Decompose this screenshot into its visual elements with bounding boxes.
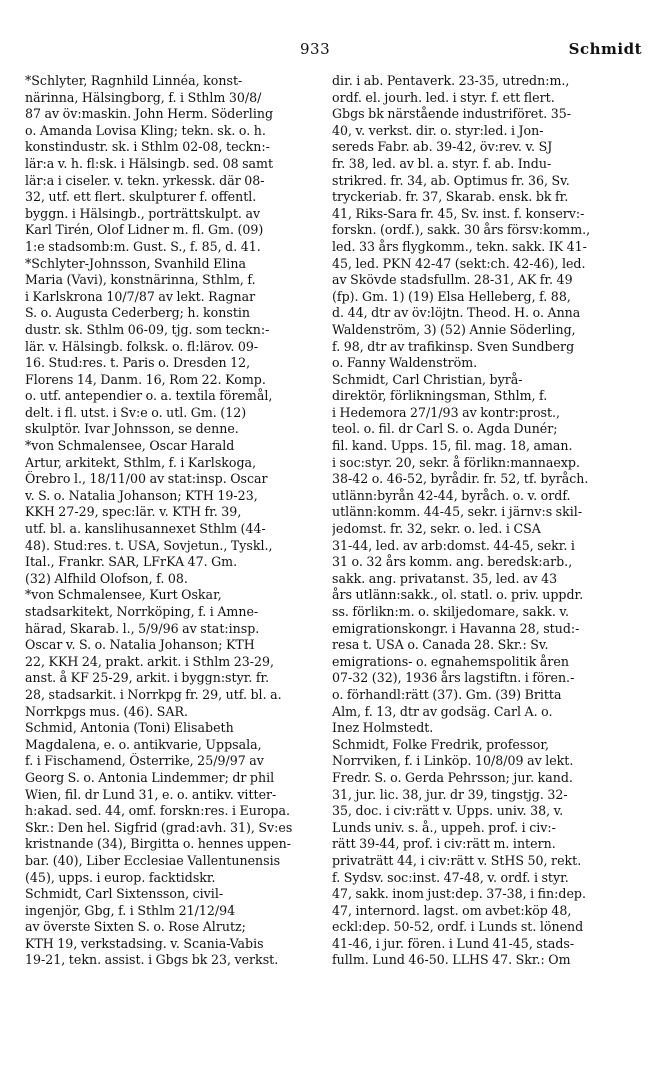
text-line: o. utf. antependier o. a. textila föremål, [25,388,273,404]
text-line: f. 98, dtr av trafikinsp. Sven Sundberg [332,338,575,354]
text-line: *von Schmalensee, Oscar Harald [25,438,235,454]
text-line: *Schlyter-Johnsson, Svanhild Elina [25,255,246,271]
text-line: 47, internord. lagst. om avbet:köp 48, [332,902,572,918]
text-line: privaträtt 44, i civ:rätt v. StHS 50, rekt. [332,852,582,868]
text-line: 31 o. 32 års komm. ang. beredsk:arb., [332,554,573,570]
text-line: konstindustr. sk. i Sthlm 02-08, teckn:- [25,139,270,155]
text-line: 1:e stadsomb:m. Gust. S., f. 85, d. 41. [25,238,261,254]
text-line: Lunds univ. s. å., uppeh. prof. i civ:- [332,819,556,835]
text-line: resa t. USA o. Canada 28. Skr.: Sv. [332,637,549,653]
text-line: utlänn:byrån 42-44, byråch. o. v. ordf. [332,487,571,503]
text-line: kristnande (34), Birgitta o. hennes uppen- [25,836,291,852]
text-line: eckl:dep. 50-52, ordf. i Lunds st. lönend [332,919,584,935]
text-line: Fredr. S. o. Gerda Pehrsson; jur. kand. [332,769,573,785]
text-line: Karl Tirén, Olof Lidner m. fl. Gm. (09) [25,222,264,238]
text-line: (32) Alfhild Olofson, f. 08. [25,570,188,586]
text-line: 32, utf. ett flert. skulpturer f. offentl. [25,189,257,205]
text-line: delt. i fl. utst. i Sv:e o. utl. Gm. (12) [25,404,247,420]
text-line: 40, v. verkst. dir. o. styr:led. i Jon- [332,122,544,138]
text-line: d. 44, dtr av öv:löjtn. Theod. H. o. Anna [332,305,581,321]
text-line: KKH 27-29, spec:lär. v. KTH fr. 39, [25,504,242,520]
text-line: anst. å KF 25-29, arkit. i byggn:styr. fr. [25,670,270,686]
text-line: tryckeriab. fr. 37, Skarab. ensk. bk fr. [332,189,569,205]
text-line: stadsarkitekt, Norrköping, f. i Amne- [25,604,259,619]
text-line: 41, Riks-Sara fr. 45, Sv. inst. f. konserv:- [332,205,585,221]
text-line: Oscar v. S. o. Natalia Johanson; KTH [25,637,255,653]
text-line: sakk. ang. privatanst. 35, led. av 43 [332,570,558,586]
text-line: Georg S. o. Antonia Lindemmer; dr phil [25,769,275,785]
text-line: 48). Stud:res. t. USA, Sovjetun., Tyskl., [25,537,273,553]
text-line: dir. i ab. Pentaverk. 23-35, utredn:m., [332,73,570,88]
text-line: utlänn:komm. 44-45, sekr. i järnv:s skil- [332,504,583,520]
text-line: fullm. Lund 46-50. LLHS 47. Skr.: Om [332,952,571,968]
text-line: 07-32 (32), 1936 års lagstiftn. i fören.- [332,670,575,686]
text-line: lär. v. Hälsingb. folksk. o. fl:lärov. 09- [25,338,259,354]
text-line: härad, Skarab. l., 5/9/96 av stat:insp. [25,620,260,636]
text-line: av överste Sixten S. o. Rose Alrutz; [25,919,246,935]
text-line: sereds Fabr. ab. 39-42, öv:rev. v. SJ [332,139,553,155]
text-line: Inez Holmstedt. [332,720,434,736]
text-line: lär:a v. h. fl:sk. i Hälsingb. sed. 08 samt [25,155,274,171]
text-line: Gbgs bk närstående industriföret. 35- [332,106,572,122]
text-line: 31, jur. lic. 38, jur. dr 39, tingstjg. 32- [332,786,568,802]
text-line: bar. (40), Liber Ecclesiae Vallentunensis [25,852,281,868]
text-line: 28, stadsarkit. i Norrkpg fr. 29, utf. bl. a. [25,686,282,702]
text-line: o. förhandl:rätt (37). Gm. (39) Britta [332,686,562,702]
text-line: års utlänn:sakk., ol. statl. o. priv. uppdr. [332,587,584,603]
text-line: jedomst. fr. 32, sekr. o. led. i CSA [332,521,541,537]
text-line: o. Fanny Waldenström. [332,355,478,371]
text-line: o. Amanda Lovisa Kling; tekn. sk. o. h. [25,122,266,138]
text-line: Florens 14, Danm. 16, Rom 22. Komp. [25,371,266,387]
text-line: Skr.: Den hel. Sigfrid (grad:avh. 31), Sv:es [25,819,293,835]
text-line: 22, KKH 24, prakt. arkit. i Sthlm 23-29, [25,653,275,669]
text-line: led. 33 års flygkomm., tekn. sakk. IK 41- [332,238,587,254]
text-line: Örebro l., 18/11/00 av stat:insp. Oscar [25,471,268,487]
text-line: *von Schmalensee, Kurt Oskar, [25,587,222,603]
text-line: skulptör. Ivar Johnsson, se denne. [25,421,239,437]
text-line: Schmid, Antonia (Toni) Elisabeth [25,720,234,736]
text-line: fr. 38, led. av bl. a. styr. f. ab. Indu- [332,155,552,171]
text-line: byggn. i Hälsingb., porträttskulpt. av [25,205,261,221]
text-line: 35, doc. i civ:rätt v. Upps. univ. 38, v. [332,803,564,819]
page-number: 933 [300,40,331,58]
text-line: 47, sakk. inom just:dep. 37-38, i fin:dep. [332,886,586,902]
text-line: (45), upps. i europ. facktidskr. [25,869,216,885]
text-line: av Skövde stadsfullm. 28-31, AK fr. 49 [332,272,573,288]
text-line: utf. bl. a. kanslihusannexet Sthlm (44- [25,521,266,537]
text-line: ss. förlikn:m. o. skiljedomare, sakk. v. [332,604,569,619]
text-line: Artur, arkitekt, Sthlm, f. i Karlskoga, [25,454,257,470]
text-line: 87 av öv:maskin. John Herm. Söderling [25,106,274,122]
text-line: f. i Fischamend, Österrike, 25/9/97 av [25,753,264,769]
text-line: f. Sydsv. soc:inst. 47-48, v. ordf. i styr. [332,869,569,885]
text-line: 38-42 o. 46-52, byrådir. fr. 52, tf. byråch. [332,471,589,487]
running-head: Schmidt [568,40,642,58]
text-line: ingenjör, Gbg, f. i Sthlm 21/12/94 [25,902,236,918]
text-line: lär:a i ciseler. v. tekn. yrkessk. där 08- [25,172,265,188]
text-line: emigrationskongr. i Havanna 28, stud:- [332,620,580,636]
text-line: fil. kand. Upps. 15, fil. mag. 18, aman. [332,438,573,454]
text-line: Ital., Frankr. SAR, LFrKA 47. Gm. [25,554,238,570]
text-line: ordf. el. jourh. led. i styr. f. ett flert. [332,89,555,105]
text-line: Norrkpgs mus. (46). SAR. [25,703,188,719]
text-line: Alm, f. 13, dtr av godsäg. Carl A. o. [332,703,553,719]
text-line: S. o. Augusta Cederberg; h. konstin [25,305,251,321]
text-line: 16. Stud:res. t. Paris o. Dresden 12, [25,355,251,371]
text-line: Schmidt, Carl Christian, byrå- [332,371,523,387]
text-line: i soc:styr. 20, sekr. å förlikn:mannaexp. [332,454,580,470]
text-line: (fp). Gm. 1) (19) Elsa Helleberg, f. 88, [332,288,571,304]
page-header [0,40,664,62]
right-column [332,73,637,969]
text-line: 19-21, tekn. assist. i Gbgs bk 23, verkst. [25,952,279,968]
text-line: strikred. fr. 34, ab. Optimus fr. 36, Sv. [332,172,570,188]
text-line: närinna, Hälsingborg, f. i Sthlm 30/8/ [25,89,262,105]
left-column [25,73,325,969]
text-line: h:akad. sed. 44, omf. forskn:res. i Europa. [25,803,290,819]
text-line: Waldenström, 3) (52) Annie Söderling, [332,321,576,337]
text-line: KTH 19, verkstadsing. v. Scania-Vabis [25,935,264,951]
text-line: Schmidt, Folke Fredrik, professor, [332,736,550,752]
text-line: 45, led. PKN 42-47 (sekt:ch. 42-46), led. [332,255,586,271]
text-line: Wien, fil. dr Lund 31, e. o. antikv. vitter- [25,786,277,802]
text-line: teol. o. fil. dr Carl S. o. Agda Dunér; [332,421,558,437]
text-line: *Schlyter, Ragnhild Linnéa, konst- [25,73,243,88]
text-line: 31-44, led. av arb:domst. 44-45, sekr. i [332,537,575,553]
text-line: i Karlskrona 10/7/87 av lekt. Ragnar [25,288,256,304]
text-line: Norrviken, f. i Linköp. 10/8/09 av lekt. [332,753,574,769]
text-line: Magdalena, e. o. antikvarie, Uppsala, [25,736,262,752]
text-line: emigrations- o. egnahemspolitik åren [332,653,570,669]
text-line: Maria (Vavi), konstnärinna, Sthlm, f. [25,272,256,288]
text-line: direktör, förlikningsman, Sthlm, f. [332,388,548,404]
text-line: Schmidt, Carl Sixtensson, civil- [25,886,224,902]
text-line: v. S. o. Natalia Johanson; KTH 19-23, [25,487,258,503]
text-line: dustr. sk. Sthlm 06-09, tjg. som teckn:- [25,321,270,337]
text-line: rätt 39-44, prof. i civ:rätt m. intern. [332,836,556,852]
text-line: forskn. (ordf.), sakk. 30 års försv:komm., [332,222,591,238]
text-line: i Hedemora 27/1/93 av kontr:prost., [332,404,561,420]
text-line: 41-46, i jur. fören. i Lund 41-45, stads- [332,935,575,951]
